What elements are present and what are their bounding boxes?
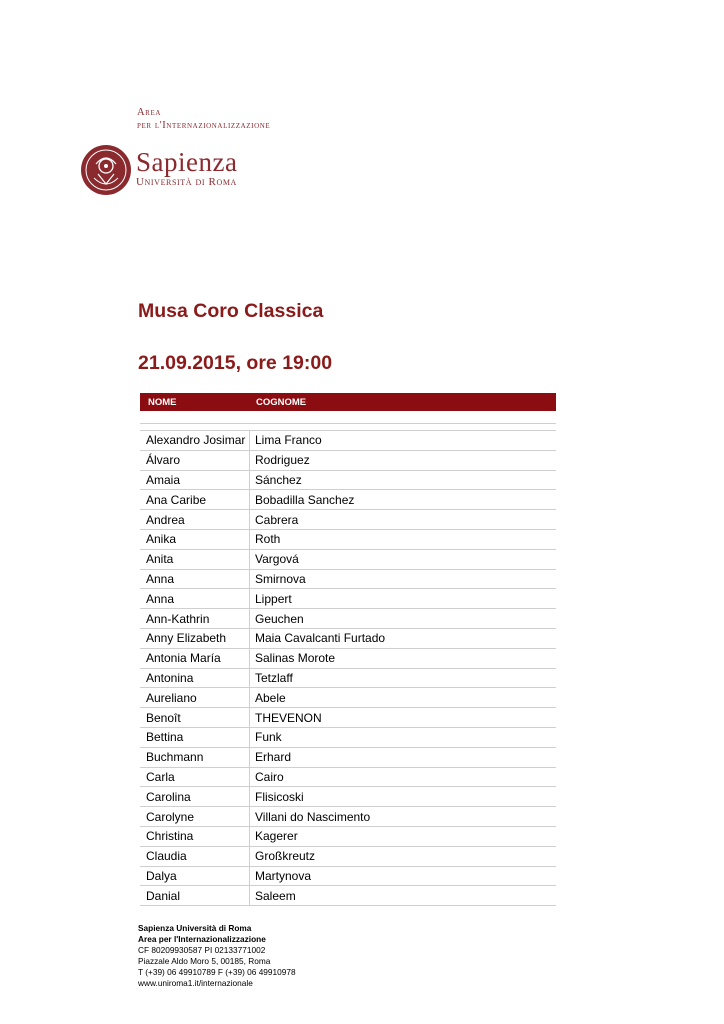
cell-nome: Álvaro	[140, 451, 250, 470]
table-row	[140, 886, 556, 906]
table-row	[140, 471, 556, 491]
table-row	[140, 669, 556, 689]
cell-cognome: Villani do Nascimento	[255, 809, 371, 824]
cell-cognome: Rodriguez	[255, 453, 310, 468]
table-row	[140, 787, 556, 807]
table-header	[140, 393, 556, 411]
table-row	[140, 530, 556, 550]
area-label: Area	[137, 107, 161, 118]
table-row	[140, 510, 556, 530]
cell-nome: Anna	[140, 589, 250, 608]
table-row	[140, 748, 556, 768]
cell-cognome: Bobadilla Sanchez	[255, 492, 355, 507]
cell-cognome: Lippert	[255, 591, 292, 606]
footer	[138, 923, 296, 989]
brand-subname: Università di Roma	[136, 176, 237, 188]
table-row	[140, 708, 556, 728]
area-name: per l'Internazionalizzazione	[137, 120, 271, 131]
participants-table	[140, 393, 556, 906]
table-row	[140, 827, 556, 847]
university-logo	[80, 144, 260, 200]
cell-nome: Anna	[140, 570, 250, 589]
table-row	[140, 589, 556, 609]
cell-nome: Antonina	[140, 669, 250, 688]
cell-cognome: Cairo	[255, 769, 284, 784]
table-row	[140, 768, 556, 788]
footer-address: Piazzale Aldo Moro 5, 00185, Roma	[138, 956, 271, 966]
wordmark	[136, 148, 237, 189]
cell-nome: Ann-Kathrin	[140, 609, 250, 628]
cell-nome: Danial	[140, 886, 250, 905]
cell-nome: Carolina	[140, 787, 250, 806]
cell-nome: Anny Elizabeth	[140, 629, 250, 648]
cell-nome: Bettina	[140, 728, 250, 747]
cell-cognome: Salinas Morote	[255, 651, 336, 666]
event-date: 21.09.2015, ore 19:00	[138, 352, 333, 374]
cell-nome: Anika	[140, 530, 250, 549]
cell-nome: Benoît	[140, 708, 250, 727]
cell-cognome: Funk	[255, 730, 282, 745]
cell-cognome: Lima Franco	[255, 433, 322, 448]
table-row	[140, 867, 556, 887]
footer-university: Sapienza Università di Roma	[138, 923, 252, 933]
cell-nome: Carolyne	[140, 807, 250, 826]
cell-nome: Amaia	[140, 471, 250, 490]
cell-nome: Antonia María	[140, 649, 250, 668]
document-title: Musa Coro Classica	[138, 300, 324, 322]
cell-nome: Ana Caribe	[140, 490, 250, 509]
table-row	[140, 847, 556, 867]
table-row	[140, 609, 556, 629]
cell-cognome: Smirnova	[255, 571, 306, 586]
table-row	[140, 807, 556, 827]
table-row	[140, 649, 556, 669]
cell-nome: Andrea	[140, 510, 250, 529]
cell-nome: Anita	[140, 550, 250, 569]
table-row	[140, 629, 556, 649]
footer-department: Area per l'Internazionalizzazione	[138, 934, 266, 944]
cell-cognome: Saleem	[255, 888, 296, 903]
department-header	[137, 106, 270, 132]
cell-cognome: Kagerer	[255, 829, 298, 844]
cell-cognome: Großkreutz	[255, 849, 316, 864]
cell-cognome: THEVENON	[255, 710, 322, 725]
footer-phone: T (+39) 06 49910789 F (+39) 06 49910978	[138, 967, 296, 977]
cell-cognome: Abele	[255, 690, 286, 705]
table-row	[140, 431, 556, 451]
cell-cognome: Cabrera	[255, 512, 299, 527]
cell-nome: Buchmann	[140, 748, 250, 767]
brand-name: Sapienza	[136, 147, 238, 177]
table-row	[140, 728, 556, 748]
table-row	[140, 688, 556, 708]
footer-website: www.uniroma1.it/internazionale	[138, 978, 253, 988]
cell-cognome: Martynova	[255, 868, 312, 883]
cell-cognome: Roth	[255, 532, 281, 547]
table-row	[140, 570, 556, 590]
table-body	[140, 423, 556, 906]
column-header-cognome: COGNOME	[256, 396, 307, 408]
table-row	[140, 550, 556, 570]
cell-cognome: Maia Cavalcanti Furtado	[255, 631, 386, 646]
column-header-nome: NOME	[148, 396, 177, 408]
cell-cognome: Erhard	[255, 750, 292, 765]
cell-nome: Dalya	[140, 867, 250, 886]
cell-cognome: Geuchen	[255, 611, 304, 626]
table-row	[140, 451, 556, 471]
cell-nome: Aureliano	[140, 688, 250, 707]
cell-cognome: Tetzlaff	[255, 670, 293, 685]
footer-tax-codes: CF 80209930587 PI 02133771002	[138, 945, 266, 955]
cell-nome: Carla	[140, 768, 250, 787]
cell-cognome: Vargová	[255, 552, 299, 567]
sapienza-seal-icon	[80, 144, 132, 196]
cell-nome: Claudia	[140, 847, 250, 866]
cell-cognome: Sánchez	[255, 472, 302, 487]
cell-nome: Christina	[140, 827, 250, 846]
table-row	[140, 490, 556, 510]
cell-nome: Alexandro Josimar	[140, 431, 250, 450]
cell-cognome: Flisicoski	[255, 789, 304, 804]
